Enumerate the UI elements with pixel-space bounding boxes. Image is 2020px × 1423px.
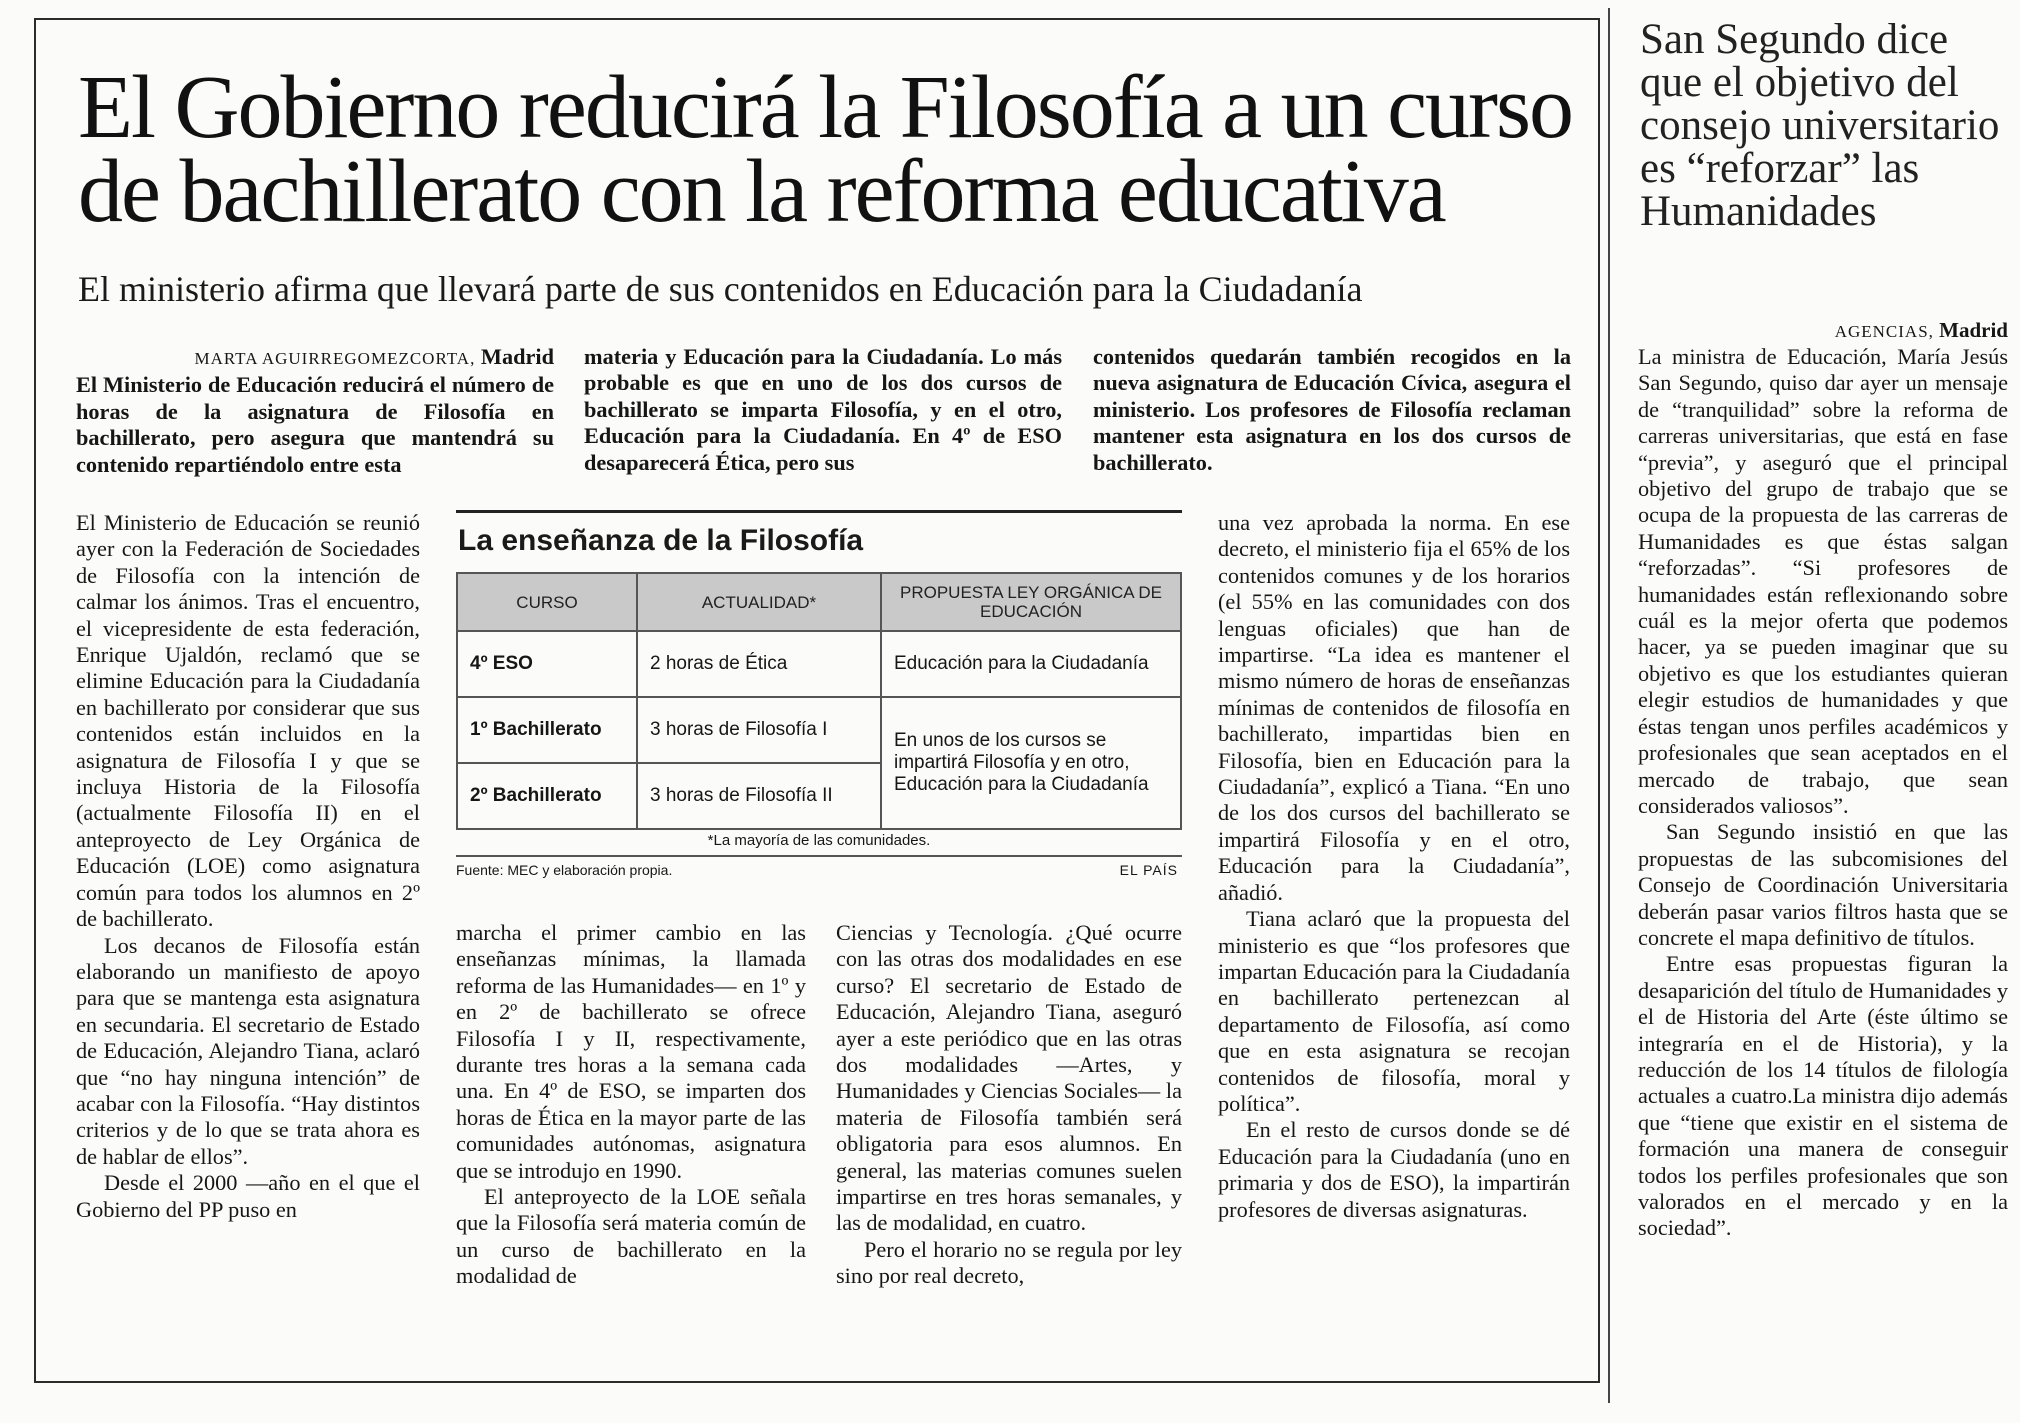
graphic-title: La enseñanza de la Filosofía [458,524,864,557]
sidebar-byline [1640,318,2008,343]
table-cell-curso: 1º Bachillerato [457,697,637,763]
graphic-top-rule [456,510,1182,513]
paragraph: Tiana aclaró que la propuesta del ministerio es que “los profesores que impartan Educación para la Ciudadanía en bachillerato pertenezcan al departamento de Filosofía, así como que en esta asignatura se recojan contenidos de filosofía, moral y política”. [1218,906,1570,1116]
body-column-1 [76,510,420,1223]
paragraph: Entre esas propuestas figuran la desaparición del título de Humanidades y el de Historia del Arte (éste último se integraría en el de Historia), y la reducción de los 14 títulos de filología actuales a cuatro.La ministra dijo además que “tiene que existir en el sistema de formación una manera de conseguir todos los perfiles profesionales que son valorados en el mercado y en la sociedad”. [1638,951,2008,1241]
table-header-propuesta: PROPUESTA LEY ORGÁNICA DE EDUCACIÓN [881,573,1181,631]
paragraph: La ministra de Educación, María Jesús San Segundo, quiso dar ayer un mensaje de “tranquilidad” sobre la reforma de carreras universitarias, que está en fase “previa”, y aseguró que el principal objetivo del grupo de trabajo que se ocupa de la propuesta de las carreras de Humanidades es que éstas salgan “reforzadas”. “Si profesores de humanidades están reflexionando sobre cuál es la mejor oferta que podemos hacer, ya se pueden imaginar que su objetivo es que los estudiantes quieran elegir estudios de humanidades y que éstas tengan unos perfiles académicos y profesionales que sean aceptados en el mercado de trabajo, que sean considerados valiosos”. [1638,344,2008,818]
table-cell-propuesta: Educación para la Ciudadanía [881,631,1181,697]
byline-name: MARTA AGUIRREGOMEZCORTA, [194,349,476,368]
paragraph: El Ministerio de Educación se reunió ayer con la Federación de Sociedades de Filosofía con la intención de calmar los ánimos. Tras el encuentro, el vicepresidente de esta federación, Enrique Ujaldón, reclamó que se elimine Educación para la Ciudadanía en bachillerato por considerar que sus contenidos están incluidos en la asignatura de Filosofía I y que se incluya Historia de la Filosofía (actualmente Filosofía II) en el anteproyecto de Ley Orgánica de Educación (LOE) como asignatura común para todos los alumnos en 2º de bachillerato. [76,510,420,932]
paragraph: El anteproyecto de la LOE señala que la Filosofía será materia común de un curso de bachillerato en la modalidad de [456,1184,806,1289]
sidebar-byline-name: AGENCIAS, [1834,322,1934,341]
table-cell-curso: 2º Bachillerato [457,763,637,829]
sidebar-headline: San Segundo dice que el objetivo del consejo universitario es “reforzar” las Humanidades [1640,16,2000,235]
table-cell-actualidad: 3 horas de Filosofía II [637,763,881,829]
sidebar-divider [1608,8,1610,1403]
table-cell-actualidad: 3 horas de Filosofía I [637,697,881,763]
sidebar-byline-place: Madrid [1939,318,2008,342]
paragraph: Desde el 2000 —año en el que el Gobierno del PP puso en [76,1170,420,1222]
paragraph: marcha el primer cambio en las enseñanzas mínimas, la llamada reforma de las Humanidades— en 1º y en 2º de bachillerato se ofrece Filosofía I y II, respectivamente, durante tres horas a la semana cada una. En 4º de ESO, se imparten dos horas de Ética en la mayor parte de las comunidades autónomas, asignatura que se introdujo en 1990. [456,920,806,1183]
table-cell-curso: 4º ESO [457,631,637,697]
paragraph: San Segundo insistió en que las propuestas de las subcomisiones del Consejo de Coordinación Universitaria deberán pasar varios filtros hasta que se concrete el mapa definitivo de títulos. [1638,819,2008,950]
lead-column-3 [1093,344,1571,476]
table-row [457,697,1181,763]
table-header-actualidad: ACTUALIDAD* [637,573,881,631]
table-cell-actualidad: 2 horas de Ética [637,631,881,697]
paragraph: Pero el horario no se regula por ley sino por real decreto, [836,1236,1182,1289]
article-subheadline: El ministerio afirma que llevará parte de sus contenidos en Educación para la Ciudadanía [78,269,1363,309]
lead-column-1 [76,344,554,478]
lead-text-1: El Ministerio de Educación reducirá el número de horas de la asignatura de Filosofía en bachillerato, pero asegura que mantendrá su contenido repartiéndolo entre esta [76,372,554,477]
paragraph: Ciencias y Tecnología. ¿Qué ocurre con las otras dos modalidades en ese curso? El secretario de Estado de Educación, Alejandro Tiana, aseguró ayer a este periódico que en las otras dos modalidades —Artes, y Humanidades y Ciencias Sociales— la materia de Filosofía también será obligatoria para esos alumnos. En general, las materias comunes suelen impartirse en tres horas semanales, y las de modalidad, en cuatro. [836,920,1182,1236]
paragraph: Los decanos de Filosofía están elaborando un manifiesto de apoyo para que se mantenga esta asignatura en secundaria. El secretario de Estado de Educación, Alejandro Tiana, aclaró que “no hay ninguna intención” de acabar con la Filosofía. “Hay distintos criterios y de lo que se trata ahora es de hablar de ellos”. [76,932,420,1169]
table-header-curso: CURSO [457,573,637,631]
graphic-credit: EL PAÍS [1119,862,1178,878]
lead-column-2 [584,344,1062,476]
graphic-source: Fuente: MEC y elaboración propia. [456,862,673,878]
paragraph: una vez aprobada la norma. En ese decreto, el ministerio fija el 65% de los contenidos comunes y de los horarios (el 55% en las comunidades con dos lenguas oficiales) que han de impartirse. “La idea es mantener el mismo número de horas de enseñanzas mínimas de contenidos de filosofía en bachillerato, impartidas bien en Filosofía, bien en Educación para la Ciudadanía”, explicó a Tiana. “En uno de los dos cursos del bachillerato se impartirá Filosofía y en el otro, Educación para la Ciudadanía”, añadió. [1218,510,1570,905]
paragraph: En el resto de cursos donde se dé Educación para la Ciudadanía (uno en primaria y dos de ESO), la impartirán profesores de diversas asignaturas. [1218,1117,1570,1222]
lead-text-2: materia y Educación para la Ciudadanía. Lo más probable es que en uno de los dos cursos de bachillerato se imparta Filosofía, y en el otro, Educación para la Ciudadanía. En 4º de ESO desaparecerá Ética, pero sus [584,344,1062,475]
philosophy-table [456,572,1182,830]
article-headline: El Gobierno reducirá la Filosofía a un curso de bachillerato con la reforma educativa [78,58,1573,241]
body-column-2 [456,920,806,1290]
sidebar-body [1638,344,2008,1242]
table-row [457,631,1181,697]
table-cell-propuesta: En unos de los cursos se impartirá Filosofía y en otro, Educación para la Ciudadanía [881,697,1181,829]
body-column-3 [836,920,1182,1290]
body-column-4 [1218,510,1570,1223]
philosophy-table-graphic [456,510,1182,900]
table-footnote: *La mayoría de las comunidades. [456,832,1182,857]
lead-text-3: contenidos quedarán también recogidos en la nueva asignatura de Educación Cívica, asegura el ministerio. Los profesores de Filosofía reclaman mantener esta asignatura en los dos cursos de bachillerato. [1093,344,1571,475]
article-byline [76,344,554,372]
byline-place: Madrid [480,344,554,369]
